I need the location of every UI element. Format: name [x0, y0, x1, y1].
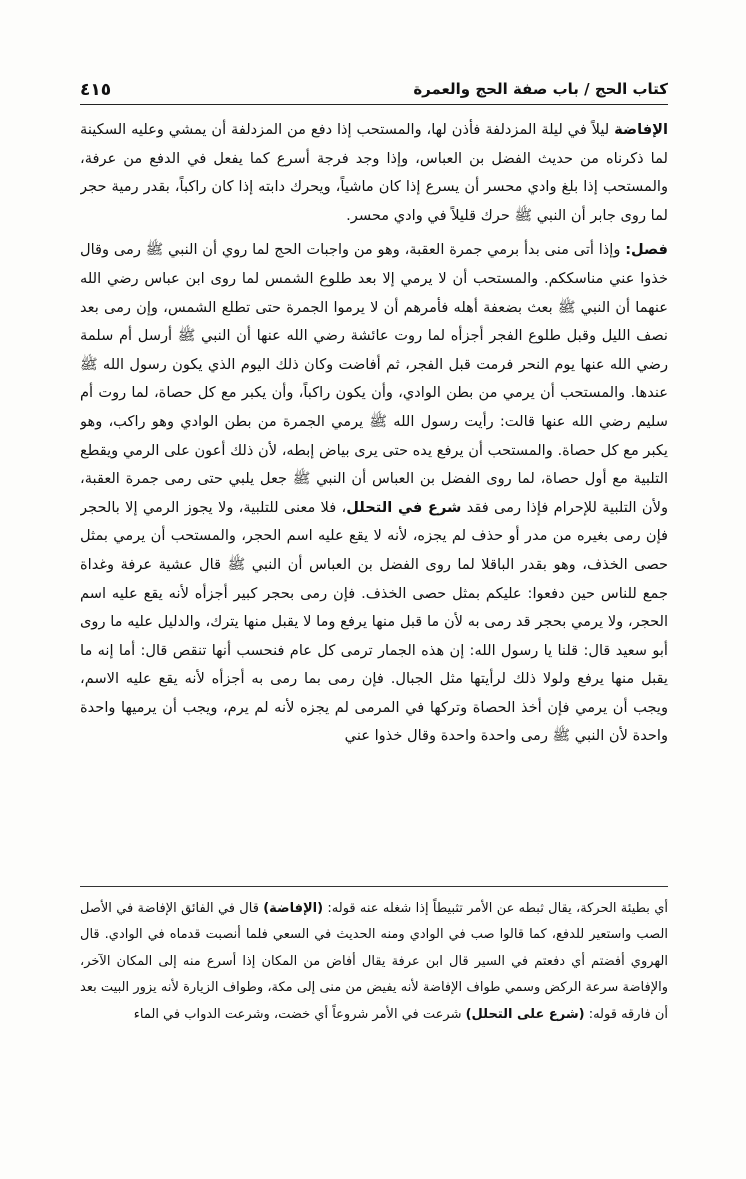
footnote-rule — [80, 886, 668, 887]
footnote-paragraph — [80, 896, 668, 1028]
footnote-term-tahallul: (شرع على التحلل) — [465, 1006, 585, 1022]
paragraph-2-body-a: وإذا أتى منى بدأ برمي جمرة العقبة، وهو من واجبات الحج لما روي أن النبي ﷺ رمى وقال خذوا عني مناسككم. والمستحب أن لا يرمي إلا بعد طلوع الشمس لما روى ابن عباس رضي الله عنهما أن النبي ﷺ بعث بضعفة أهله فأمرهم أن لا يرموا الجمرة حتى تطلع الشمس، وإن رمى بعد نصف الليل وقبل طلوع الفجر أجزأه لما روت عائشة رضي الله عنها أن النبي ﷺ أرسل أم سلمة رضي الله عنها يوم النحر فرمت قبل الفجر، ثم أفاضت وكان ذلك اليوم الذي يكون رسول الله ﷺ عندها. والمستحب أن يرمي من بطن الوادي، وأن يكون راكباً، وأن يكبر مع كل حصاة، لما روت أم سليم رضي الله عنها قالت: رأيت رسول الله ﷺ يرمي الجمرة من بطن الوادي وهو راكب، وهو يكبر مع كل حصاة. والمستحب أن يرفع يده حتى يرى بياض إبطه، لأن ذلك أعون على الرمي ويقطع التلبية مع أول حصاة، لما روى الفضل بن العباس أن النبي ﷺ جعل يلبي حتى رمى جمرة العقبة، ولأن التلبية للإحرام فإذا رمى فقد — [80, 241, 668, 516]
footnote — [80, 896, 668, 1086]
main-text — [80, 116, 668, 866]
paragraph-2-body-b: ، فلا معنى للتلبية، ولا يجوز الرمي إلا بالحجر فإن رمى بغيره من مدر أو حذف لم يجزه، لأنه لا يقع عليه اسم الحجر، والمستحب أن يرمي بمثل حصى الخذف، وهو بقدر الباقلا لما روى الفضل بن العباس أن النبي ﷺ قال عشية عرفة وغداة جمع للناس حين دفعوا: عليكم بمثل حصى الخذف. فإن رمى بحجر كبير أجزأه لأنه يقع عليه اسم الحجر، ولا يرمي بحجر قد رمى به لأن ما قبل منها يرفع وما لا يقبل منها يترك، والدليل عليه ما روى أبو سعيد قال: قلنا يا رسول الله: إن هذه الجمار ترمى كل عام فنحسب أنها تنقص قال: أما إنه ما يقبل منها يرفع ولولا ذلك لرأيتها مثل الجبال. فإن رمى بما رمى به أجزأه لأنه يقع عليه الاسم، ويجب أن يرمي فإن أخذ الحصاة وتركها في المرمى لم يجزه لأنه لم يرم، ويجب أن يرميها واحدة واحدة لأن النبي ﷺ رمى واحدة واحدة وقال خذوا عني — [80, 498, 668, 745]
paragraph-1 — [80, 116, 668, 230]
running-title: كتاب الحج / باب صفة الحج والعمرة — [413, 80, 668, 98]
section-heading-fasl: فصل: — [625, 241, 668, 259]
page-number: ٤١٥ — [80, 80, 112, 100]
footnote-text-c: شرعت في الأمر شروعاً أي خضت، وشرعت الدواب في الماء — [133, 1006, 466, 1022]
page-header — [80, 80, 668, 110]
paragraph-1-lead: الإفاضة — [614, 121, 668, 138]
header-rule — [80, 104, 668, 105]
paragraph-2 — [80, 236, 668, 751]
paragraph-1-body: ليلاً في ليلة المزدلفة فأذن لها، والمستحب إذا دفع من المزدلفة أن يمشي وعليه السكينة لما ذكرناه من حديث الفضل بن العباس، وإذا وجد فرجة أسرع كما يفعل في الدفع من عرفة، والمستحب إذا بلغ وادي محسر أن يسرع إذا كان ماشياً، ويحرك دابته إذا كان راكباً، بقدر رمية حجر لما روى جابر أن النبي ﷺ حرك قليلاً في وادي محسر. — [80, 121, 668, 224]
footnote-term-ifada: (الإفاضة) — [263, 901, 324, 916]
paragraph-2-bold-term: شرع في التحلل — [346, 498, 462, 516]
footnote-text-b: قال في الفائق الإفاضة في الأصل الصب واستعير للدفع، كما قالوا صب في الوادي ومنه الحديث في السعي فلما أنصبت قدماه في الوادي. قال الهروي أفضتم أي دفعتم في السير قال ابن عرفة يقال أفاض من المكان إذا أسرع منه إلى المكان الآخر، والإفاضة سرعة الركض وسمي طواف الإفاضة لأنه يفيض من منى إلى مكة، وطواف الزيارة لأنه يزور البيت بعد أن فارقه قوله: — [80, 901, 668, 1022]
footnote-text-a: أي بطيئة الحركة، يقال ثبطه عن الأمر تثبيطاً إذا شغله عنه قوله: — [323, 901, 668, 916]
